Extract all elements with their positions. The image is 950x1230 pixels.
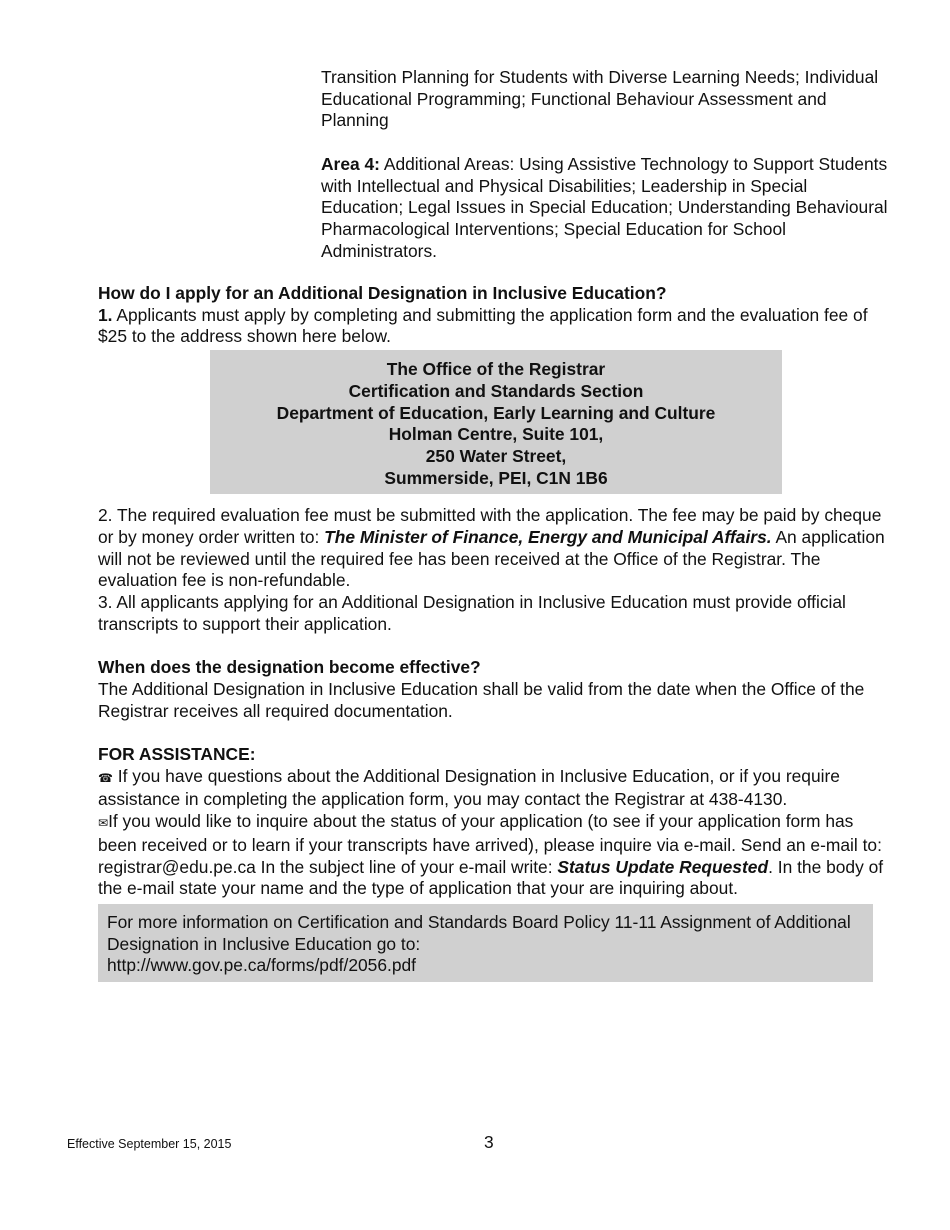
apply-heading: How do I apply for an Additional Designation in Inclusive Education? [98, 283, 667, 303]
email-subject: Status Update Requested [557, 856, 769, 877]
main-content [98, 283, 888, 982]
address-line: The Office of the Registrar [386, 359, 606, 380]
footer-effective-date: Effective September 15, 2015 [67, 1137, 232, 1151]
registrar-address-box [210, 350, 782, 494]
step2-text-after: An application will not be reviewed until the required fee has been received at the Office of the Registrar. The evaluation fee is non-refundable. [98, 527, 885, 591]
address-line: 250 Water Street, [425, 445, 567, 466]
step2-text-before: 2. The required evaluation fee must be submitted with the application. The fee may be paid by cheque or by money order written to: [98, 505, 882, 548]
more-info-url[interactable]: http://www.gov.pe.ca/forms/pdf/2056.pdf [107, 955, 417, 976]
area4-text: Additional Areas: Using Assistive Technology to Support Students with Intellectual and Physical Disabilities; Leadership in Special Education; Legal Issues in Special Education; Understanding Behavioural Pharmacological Interventions; Special Education for School Administrators. [321, 153, 888, 261]
more-info-box [98, 904, 873, 982]
area-descriptions [321, 67, 891, 262]
phone-text: If you have questions about the Additional Designation in Inclusive Education, or if you require assistance in completing the application form, you may contact the Registrar at 438-4130. [98, 765, 840, 810]
address-line: Summerside, PEI, C1N 1B6 [384, 467, 608, 488]
email-paragraph [98, 811, 888, 900]
area4-label: Area 4: [321, 153, 380, 174]
email-text-after: . In the body of the e-mail state your name and the type of application that your are inquiring about. [98, 856, 884, 899]
page-number: 3 [484, 1132, 494, 1152]
address-line: Department of Education, Early Learning and Culture [276, 402, 716, 423]
address-line: Holman Centre, Suite 101, [388, 424, 604, 445]
step3-paragraph: 3. All applicants applying for an Additional Designation in Inclusive Education must provide official transcripts to support their application. [98, 592, 846, 634]
phone-paragraph [98, 766, 888, 811]
email-text-before: If you would like to inquire about the status of your application (to see if your application form has been received or to learn if your transcripts have arrived), please inquire via e-mail. Send an e-mail to: registrar@edu.pe.ca In the subject line of your e-mail write: [98, 811, 882, 877]
more-info-text: For more information on Certification and Standards Board Policy 11-11 Assignment of Additional Designation in Inclusive Education go to: [107, 911, 851, 954]
address-line: Certification and Standards Section [348, 380, 644, 401]
step1-text: Applicants must apply by completing and submitting the application form and the evaluation fee of $25 to the address shown here below. [98, 304, 868, 347]
area4-paragraph [321, 154, 891, 263]
telephone-icon: ☎ [98, 770, 113, 785]
step2-paragraph [98, 505, 888, 592]
effective-heading: When does the designation become effective? [98, 657, 481, 678]
apply-step1 [98, 305, 888, 348]
assistance-heading: FOR ASSISTANCE: [98, 744, 256, 765]
effective-text: The Additional Designation in Inclusive Education shall be valid from the date when the Office of the Registrar receives all required documentation. [98, 678, 865, 721]
area3-tail-text: Transition Planning for Students with Diverse Learning Needs; Individual Educational Programming; Functional Behaviour Assessment and Planning [321, 67, 879, 131]
step1-number: 1. [98, 304, 113, 325]
envelope-icon: ✉ [98, 816, 109, 831]
step2-payee: The Minister of Finance, Energy and Municipal Affairs. [324, 527, 772, 548]
